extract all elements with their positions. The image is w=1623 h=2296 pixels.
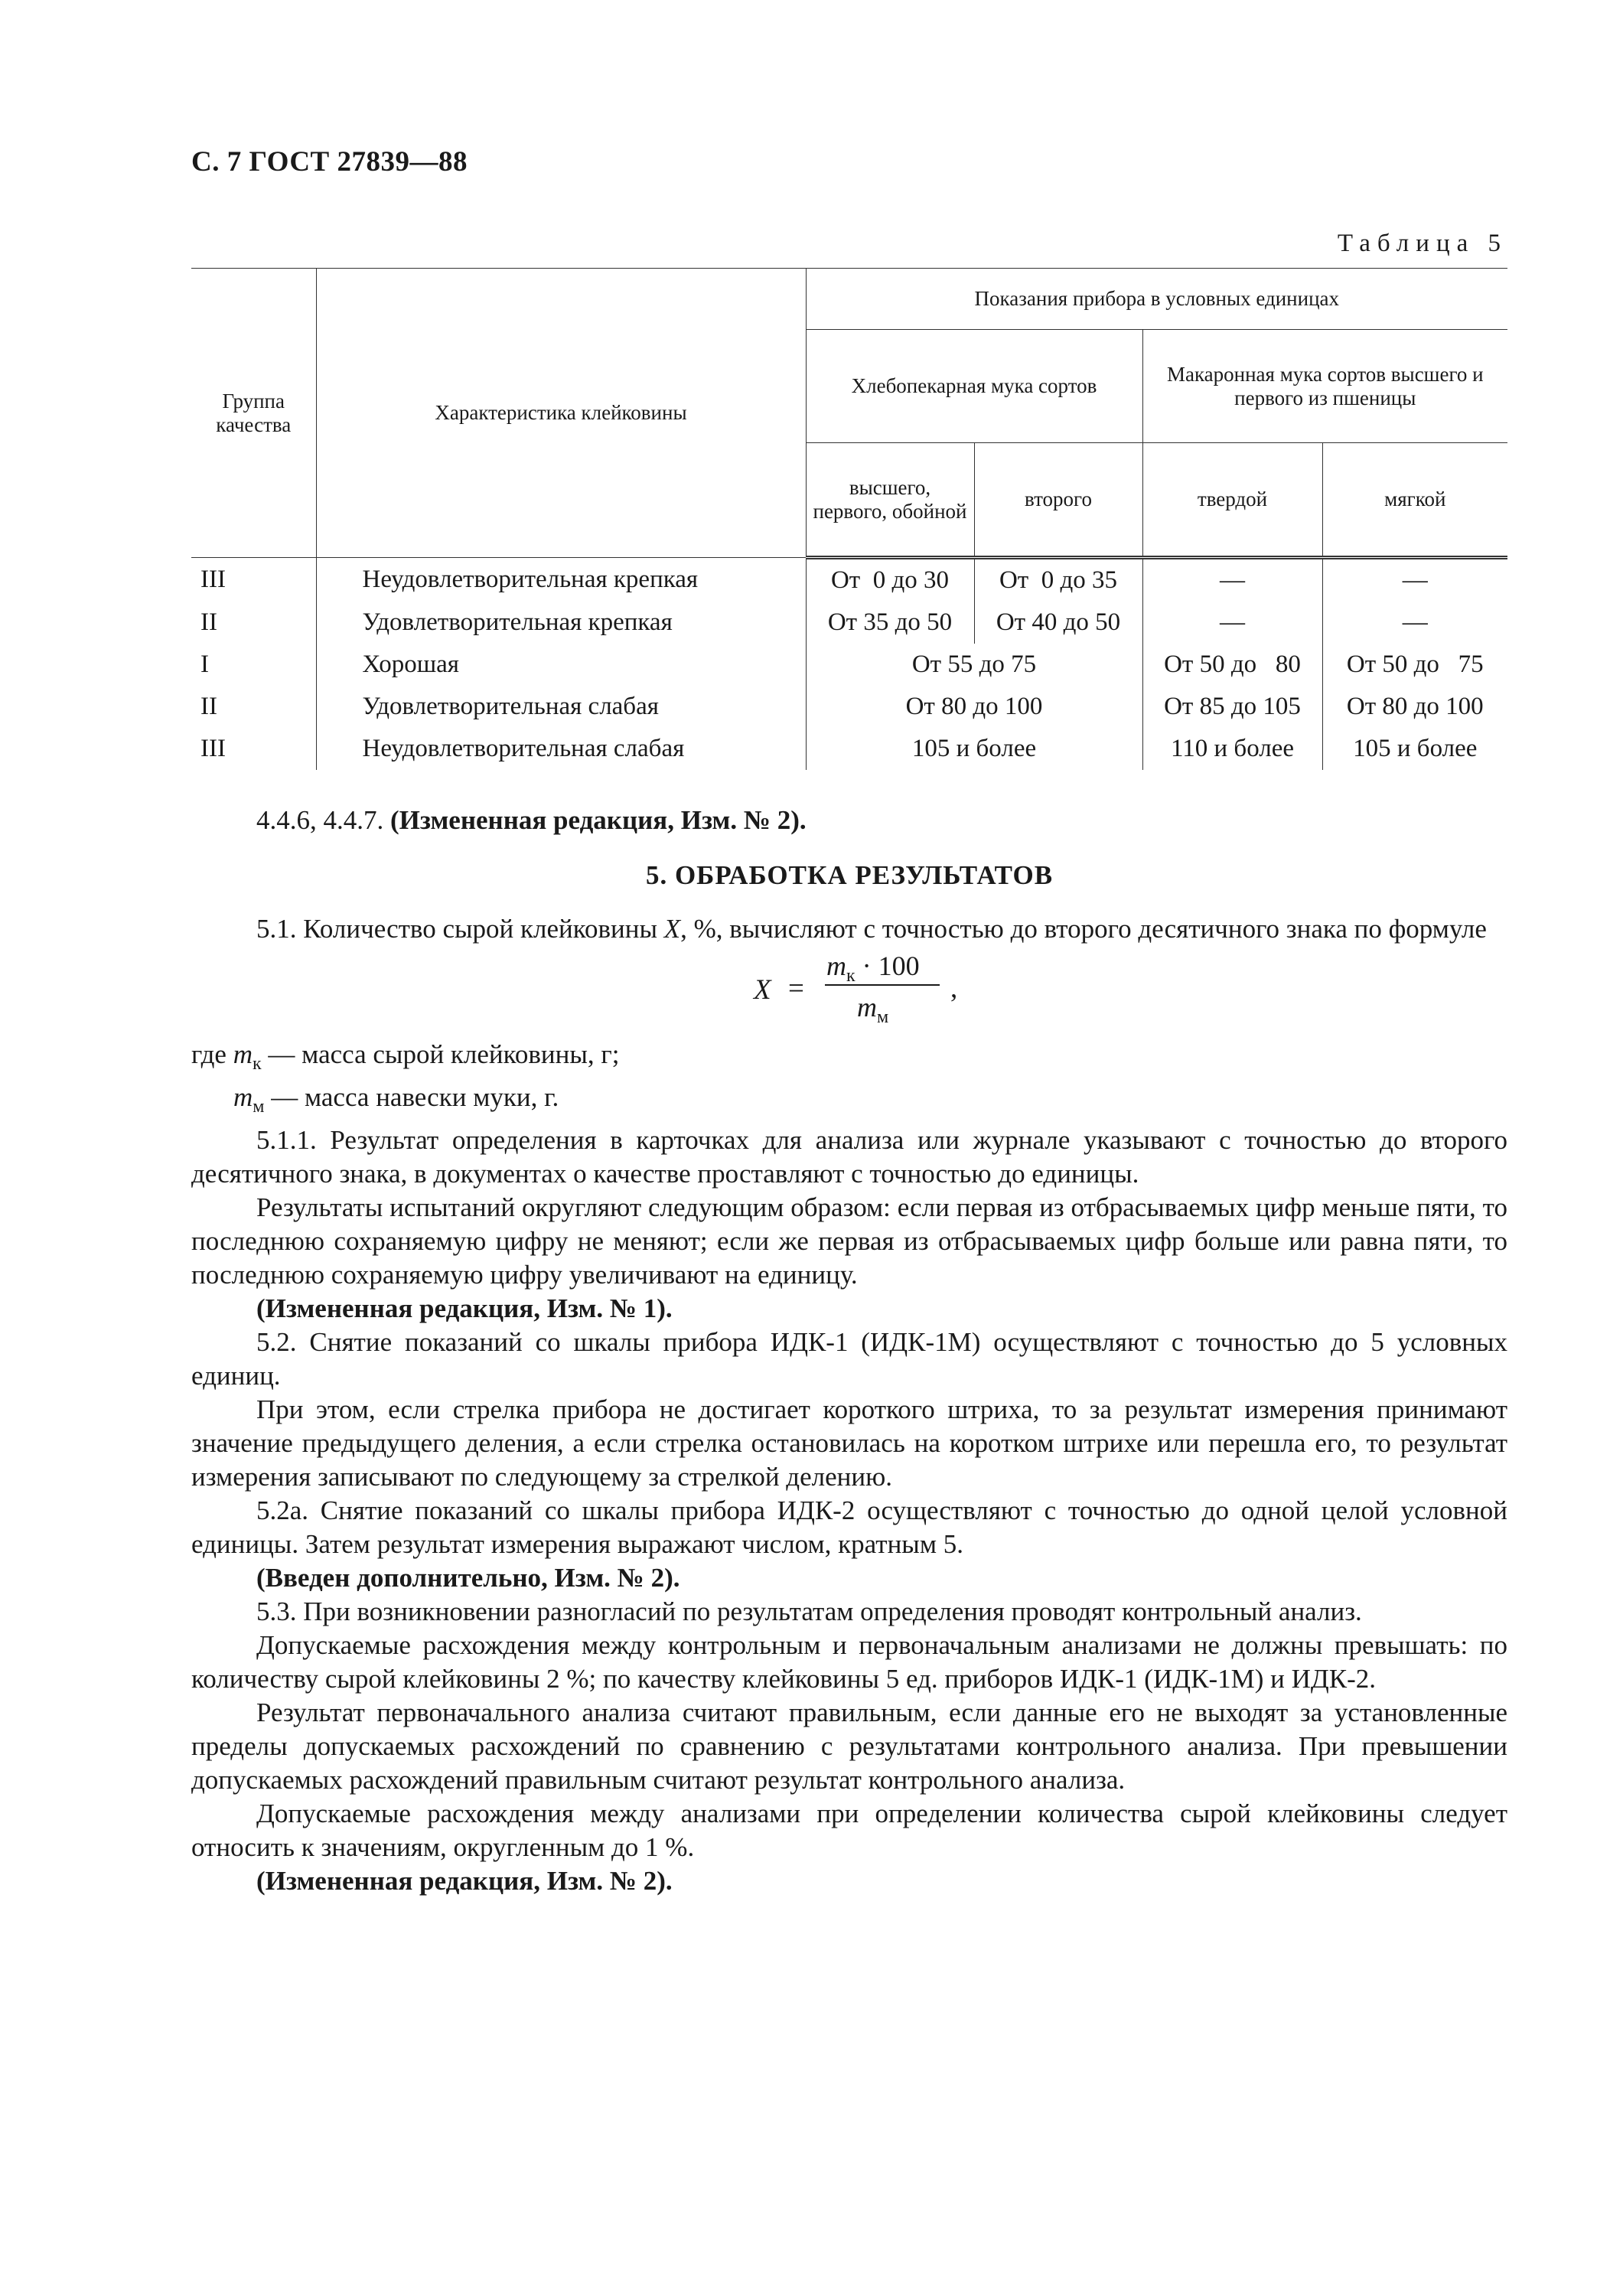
where-line-1 [191,1038,1507,1081]
paragraph-5-2a: 5.2а. Снятие показаний со шкалы прибора ИДК-2 осуществляют с точностью до одной целой условной единицы. Затем результат измерения выражают числом, кратным 5. [191,1495,1507,1559]
where-text: — масса навески муки, г. [264,1082,559,1112]
cell-pasta-soft: От 50 до 75 [1322,644,1507,686]
cell-pasta-soft: — [1322,558,1507,602]
denominator-sub: м [877,1007,889,1028]
header-bread-top: высшего, первого, обойной [806,443,974,558]
amendment-label: (Введен дополнительно, Изм. № 2). [256,1563,680,1593]
cell-pasta-hard: От 85 до 105 [1142,686,1322,728]
cell-pasta-soft: От 80 до 100 [1322,686,1507,728]
cell-bread-top: От 0 до 30 [806,558,974,602]
cell-bread-second: От 0 до 35 [974,558,1142,602]
cell-pasta-hard: 110 и более [1142,728,1322,770]
paragraph-5-3-d: Допускаемые расхождения между анализами при определении количества сырой клейковины следует относить к значениям, округленным до 1 %. [191,1799,1507,1862]
formula-equals: = [788,973,804,1004]
where-line-2 [233,1081,1507,1124]
where-sub: м [253,1097,265,1117]
cell-characteristic: Неудовлетворительная крепкая [316,558,806,602]
header-pasta-flour: Макаронная мука сортов высшего и первого из пшеницы [1142,330,1507,443]
amendment-note [191,1561,1507,1595]
table-row [191,728,1507,770]
body-text [191,804,1507,1898]
paragraph-5-3-b: Допускаемые расхождения между контрольным и первоначальным анализами не должны превышать: по количеству сырой клейковины 2 %; по качеству клейковины 5 ед. приборов ИДК-1 (ИДК-1М) и ИДК-2. [191,1630,1507,1694]
amendment-note [191,804,1507,837]
header-readings: Показания прибора в условных единицах [806,269,1507,330]
header-characteristic: Характеристика клейковины [316,269,806,558]
cell-bread-top: От 35 до 50 [806,602,974,644]
cell-characteristic: Неудовлетворительная слабая [316,728,806,770]
where-sub: к [253,1054,262,1074]
header-group: Группа качества [191,269,316,558]
cell-pasta-hard: — [1142,602,1322,644]
header-bread-flour: Хлебопекарная мука сортов [806,330,1142,443]
paragraph-rounding: Результаты испытаний округляют следующим образом: если первая из отбрасываемых цифр меньше пяти, то последнюю сохраняемую цифру не меняют; если же первая из отбрасываемых цифр больше или равна пяти, то последнюю сохраняемую цифру увеличивают на единицу. [191,1192,1507,1290]
paragraph-5-3-c: Результат первоначального анализа считают правильным, если данные его не выходят за установленные пределы допускаемых расхождений по сравнению с результатами контрольного анализа. При превышении допускаемых расхождений правильным считают результат контрольного анализа. [191,1698,1507,1795]
numerator-var: m [826,951,846,981]
table-row [191,686,1507,728]
paragraph-text: 5.1. Количество сырой клейковины [256,914,664,944]
paragraph-5-3: 5.3. При возникновении разногласий по результатам определения проводят контрольный анализ. [256,1596,1362,1626]
table-row [191,602,1507,644]
amendment-note [191,1292,1507,1326]
cell-group: II [200,693,217,720]
where-var: m [233,1039,253,1069]
gluten-quality-table [191,268,1507,770]
where-text: — масса сырой клейковины, г; [261,1039,620,1069]
paragraph-text: , %, вычисляют с точностью до второго десятичного знака по формуле [680,914,1487,944]
amendment-label: (Измененная редакция, Изм. № 1). [256,1293,673,1323]
amendment-label: (Измененная редакция, Изм. № 2). [390,805,807,835]
header-bread-second: второго [974,443,1142,558]
running-head: С. 7 ГОСТ 27839—88 [191,146,468,178]
numerator-rest: · 100 [855,951,920,981]
cell-characteristic: Удовлетворительная крепкая [316,602,806,644]
table-row [191,558,1507,602]
formula-lhs: X [754,974,771,1006]
cell-pasta-hard: — [1142,558,1322,602]
formula [191,946,1507,1038]
table-caption: Таблица 5 [1337,230,1507,257]
cell-bread-second: От 40 до 50 [974,602,1142,644]
table-row [191,644,1507,686]
paragraph-5-2-b: При этом, если стрелка прибора не достигает короткого штриха, то за результат измерения принимают значение предыдущего деления, а если стрелка остановилась на коротком штрихе или перешла его, то результат измерения записывают по следующему за стрелкой делению. [191,1394,1507,1492]
cell-group: III [200,566,226,593]
cell-group: II [200,608,217,636]
cell-characteristic: Хорошая [316,644,806,686]
clause-ref: 4.4.6, 4.4.7. [256,805,390,835]
document-page [191,145,1507,1896]
cell-group: I [200,651,209,678]
paragraph-5-2: 5.2. Снятие показаний со шкалы прибора ИДК-1 (ИДК-1М) осуществляют с точностью до 5 условных единиц. [191,1327,1507,1391]
variable-x: X [663,914,681,944]
cell-pasta-hard: От 50 до 80 [1142,644,1322,686]
cell-bread-merged: От 80 до 100 [806,686,1142,728]
header-pasta-hard: твердой [1142,443,1322,558]
formula-comma: , [950,973,958,1004]
header-pasta-soft: мягкой [1322,443,1507,558]
paragraph-5-1-1: 5.1.1. Результат определения в карточках для анализа или журнале указывают с точностью до второго десятичного знака, в документах о качестве проставляют с точностью до единицы. [191,1125,1507,1189]
where-prefix: где [191,1039,233,1069]
cell-group: III [200,735,226,762]
cell-characteristic: Удовлетворительная слабая [316,686,806,728]
denominator-var: m [857,992,877,1022]
cell-bread-merged: 105 и более [806,728,1142,770]
numerator-sub: к [846,966,855,987]
paragraph-5-1 [191,912,1507,946]
fraction-bar [825,984,940,986]
amendment-label: (Измененная редакция, Изм. № 2). [256,1866,673,1896]
cell-bread-merged: От 55 до 75 [806,644,1142,686]
amendment-note [191,1864,1507,1898]
cell-pasta-soft: — [1322,602,1507,644]
section-title: 5. ОБРАБОТКА РЕЗУЛЬТАТОВ [645,860,1054,890]
formula-denominator [857,990,888,1034]
where-var: m [233,1082,253,1112]
formula-numerator [826,949,920,993]
cell-pasta-soft: 105 и более [1322,728,1507,770]
